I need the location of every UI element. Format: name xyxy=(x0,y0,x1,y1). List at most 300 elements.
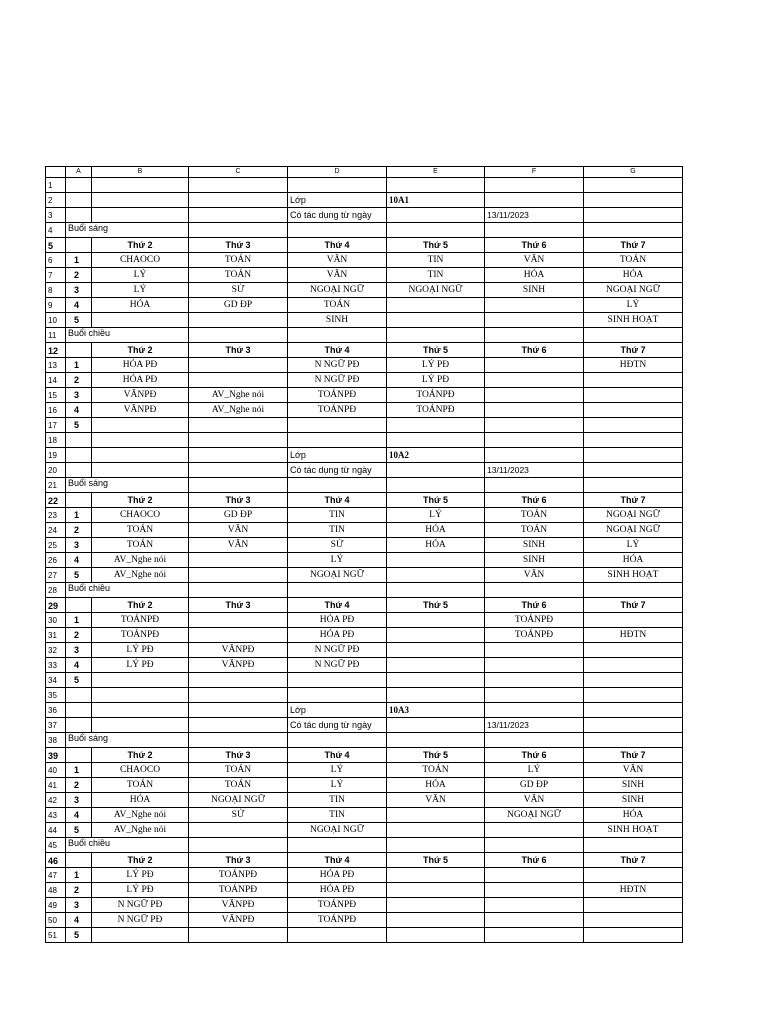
subject-cell[interactable]: NGOẠI NGỮ xyxy=(288,568,387,583)
subject-cell[interactable]: VĂNPĐ xyxy=(189,898,288,913)
subject-cell[interactable] xyxy=(584,898,683,913)
subject-cell[interactable]: TIN xyxy=(288,808,387,823)
subject-cell[interactable] xyxy=(485,883,584,898)
cell[interactable] xyxy=(387,223,485,238)
subject-cell[interactable]: LÝ PĐ xyxy=(387,373,485,388)
cell[interactable] xyxy=(66,718,92,733)
subject-cell[interactable] xyxy=(387,808,485,823)
subject-cell[interactable] xyxy=(387,928,485,943)
subject-cell[interactable]: TIN xyxy=(387,253,485,268)
cell[interactable] xyxy=(66,448,92,463)
period-number[interactable]: 2 xyxy=(66,778,92,793)
subject-cell[interactable]: SINH xyxy=(485,538,584,553)
subject-cell[interactable]: TIN xyxy=(387,268,485,283)
day-header[interactable]: Thứ 2 xyxy=(92,343,189,358)
subject-cell[interactable]: VĂN xyxy=(288,253,387,268)
subject-cell[interactable] xyxy=(584,868,683,883)
period-number[interactable]: 4 xyxy=(66,913,92,928)
period-number[interactable]: 1 xyxy=(66,253,92,268)
row-number[interactable]: 25 xyxy=(46,538,66,553)
row-number[interactable]: 10 xyxy=(46,313,66,328)
row-number[interactable]: 36 xyxy=(46,703,66,718)
cell[interactable] xyxy=(189,463,288,478)
subject-cell[interactable] xyxy=(485,823,584,838)
cell[interactable] xyxy=(66,598,92,613)
afternoon-session-label[interactable]: Buổi chiều xyxy=(66,583,189,598)
cell[interactable] xyxy=(584,193,683,208)
row-number[interactable]: 27 xyxy=(46,568,66,583)
subject-cell[interactable] xyxy=(584,418,683,433)
cell[interactable] xyxy=(584,703,683,718)
subject-cell[interactable]: LÝ xyxy=(288,778,387,793)
subject-cell[interactable] xyxy=(485,658,584,673)
subject-cell[interactable] xyxy=(485,643,584,658)
subject-cell[interactable]: HĐTN xyxy=(584,358,683,373)
cell[interactable] xyxy=(189,688,288,703)
row-number[interactable]: 3 xyxy=(46,208,66,223)
subject-cell[interactable] xyxy=(288,673,387,688)
row-number[interactable]: 33 xyxy=(46,658,66,673)
subject-cell[interactable]: LÝ xyxy=(288,763,387,778)
subject-cell[interactable] xyxy=(485,403,584,418)
class-label[interactable]: Lớp xyxy=(288,703,387,718)
subject-cell[interactable]: HÓA xyxy=(387,523,485,538)
subject-cell[interactable] xyxy=(92,418,189,433)
subject-cell[interactable] xyxy=(387,673,485,688)
subject-cell[interactable]: AV_Nghe nói xyxy=(92,553,189,568)
row-number[interactable]: 39 xyxy=(46,748,66,763)
subject-cell[interactable]: TOÁN xyxy=(189,268,288,283)
row-number[interactable]: 35 xyxy=(46,688,66,703)
cell[interactable] xyxy=(66,688,92,703)
day-header[interactable]: Thứ 4 xyxy=(288,238,387,253)
period-number[interactable]: 3 xyxy=(66,898,92,913)
subject-cell[interactable]: HÓA PĐ xyxy=(288,613,387,628)
subject-cell[interactable]: AV_Nghe nói xyxy=(189,403,288,418)
subject-cell[interactable]: TOÁNPĐ xyxy=(288,913,387,928)
subject-cell[interactable] xyxy=(189,628,288,643)
column-header-b[interactable]: B xyxy=(92,167,189,178)
subject-cell[interactable]: SỬ xyxy=(288,538,387,553)
cell[interactable] xyxy=(387,463,485,478)
subject-cell[interactable]: LÝ xyxy=(387,508,485,523)
cell[interactable] xyxy=(584,718,683,733)
subject-cell[interactable]: TOÁNPĐ xyxy=(189,883,288,898)
subject-cell[interactable]: LÝ PĐ xyxy=(92,883,189,898)
subject-cell[interactable]: N NGỮ PĐ xyxy=(92,913,189,928)
cell[interactable] xyxy=(92,703,189,718)
cell[interactable] xyxy=(485,178,584,193)
subject-cell[interactable]: VĂNPĐ xyxy=(189,913,288,928)
cell[interactable] xyxy=(189,583,288,598)
period-number[interactable]: 3 xyxy=(66,643,92,658)
cell[interactable] xyxy=(584,328,683,343)
column-header-d[interactable]: D xyxy=(288,167,387,178)
subject-cell[interactable]: VĂNPĐ xyxy=(92,388,189,403)
day-header[interactable]: Thứ 3 xyxy=(189,748,288,763)
cell[interactable] xyxy=(485,733,584,748)
cell[interactable] xyxy=(485,193,584,208)
subject-cell[interactable]: VĂN xyxy=(189,538,288,553)
row-number[interactable]: 11 xyxy=(46,328,66,343)
morning-session-label[interactable]: Buổi sáng xyxy=(66,733,189,748)
cell[interactable] xyxy=(584,838,683,853)
day-header[interactable]: Thứ 4 xyxy=(288,748,387,763)
day-header[interactable]: Thứ 7 xyxy=(584,853,683,868)
cell[interactable] xyxy=(485,703,584,718)
subject-cell[interactable]: TOÁNPĐ xyxy=(92,628,189,643)
subject-cell[interactable] xyxy=(584,613,683,628)
period-number[interactable]: 1 xyxy=(66,358,92,373)
subject-cell[interactable]: HÓA xyxy=(387,538,485,553)
subject-cell[interactable] xyxy=(92,313,189,328)
subject-cell[interactable]: TOÁN xyxy=(584,253,683,268)
cell[interactable] xyxy=(66,343,92,358)
subject-cell[interactable] xyxy=(584,928,683,943)
subject-cell[interactable] xyxy=(584,673,683,688)
subject-cell[interactable]: TIN xyxy=(288,793,387,808)
subject-cell[interactable]: HÓA PĐ xyxy=(92,373,189,388)
period-number[interactable]: 1 xyxy=(66,613,92,628)
day-header[interactable]: Thứ 3 xyxy=(189,598,288,613)
subject-cell[interactable] xyxy=(485,373,584,388)
row-number[interactable]: 19 xyxy=(46,448,66,463)
subject-cell[interactable] xyxy=(485,298,584,313)
day-header[interactable]: Thứ 5 xyxy=(387,598,485,613)
subject-cell[interactable]: VĂNPĐ xyxy=(92,403,189,418)
row-number[interactable]: 1 xyxy=(46,178,66,193)
cell[interactable] xyxy=(66,748,92,763)
subject-cell[interactable]: AV_Nghe nói xyxy=(92,808,189,823)
subject-cell[interactable]: SINH xyxy=(288,313,387,328)
morning-session-label[interactable]: Buổi sáng xyxy=(66,478,189,493)
subject-cell[interactable] xyxy=(485,388,584,403)
row-number[interactable]: 17 xyxy=(46,418,66,433)
cell[interactable] xyxy=(387,838,485,853)
cell[interactable] xyxy=(288,733,387,748)
period-number[interactable]: 5 xyxy=(66,418,92,433)
day-header[interactable]: Thứ 7 xyxy=(584,748,683,763)
subject-cell[interactable] xyxy=(189,928,288,943)
period-number[interactable]: 3 xyxy=(66,388,92,403)
subject-cell[interactable]: HÓA xyxy=(92,793,189,808)
morning-session-label[interactable]: Buổi sáng xyxy=(66,223,189,238)
subject-cell[interactable]: SINH xyxy=(584,778,683,793)
cell[interactable] xyxy=(288,688,387,703)
subject-cell[interactable]: HÓA xyxy=(584,808,683,823)
row-number[interactable]: 24 xyxy=(46,523,66,538)
subject-cell[interactable]: HÓA xyxy=(584,268,683,283)
row-number[interactable]: 9 xyxy=(46,298,66,313)
subject-cell[interactable]: NGOẠI NGỮ xyxy=(387,283,485,298)
row-number[interactable]: 47 xyxy=(46,868,66,883)
subject-cell[interactable] xyxy=(387,898,485,913)
period-number[interactable]: 4 xyxy=(66,403,92,418)
subject-cell[interactable] xyxy=(92,928,189,943)
effective-date-label[interactable]: Có tác dụng từ ngày xyxy=(288,463,387,478)
subject-cell[interactable] xyxy=(584,643,683,658)
cell[interactable] xyxy=(66,493,92,508)
row-number[interactable]: 29 xyxy=(46,598,66,613)
day-header[interactable]: Thứ 2 xyxy=(92,238,189,253)
cell[interactable] xyxy=(66,433,92,448)
subject-cell[interactable]: GD ĐP xyxy=(189,508,288,523)
effective-date-label[interactable]: Có tác dụng từ ngày xyxy=(288,718,387,733)
cell[interactable] xyxy=(584,583,683,598)
class-name[interactable]: 10A1 xyxy=(387,193,485,208)
day-header[interactable]: Thứ 4 xyxy=(288,853,387,868)
period-number[interactable]: 2 xyxy=(66,268,92,283)
period-number[interactable]: 3 xyxy=(66,283,92,298)
subject-cell[interactable]: NGOẠI NGỮ xyxy=(584,283,683,298)
subject-cell[interactable]: LÝ xyxy=(92,268,189,283)
cell[interactable] xyxy=(66,703,92,718)
row-number[interactable]: 5 xyxy=(46,238,66,253)
subject-cell[interactable]: TOÁNPĐ xyxy=(387,403,485,418)
subject-cell[interactable] xyxy=(485,928,584,943)
subject-cell[interactable]: LÝ PĐ xyxy=(387,358,485,373)
period-number[interactable]: 4 xyxy=(66,298,92,313)
subject-cell[interactable]: TIN xyxy=(288,523,387,538)
cell[interactable] xyxy=(485,838,584,853)
subject-cell[interactable]: NGOẠI NGỮ xyxy=(288,823,387,838)
period-number[interactable]: 5 xyxy=(66,673,92,688)
subject-cell[interactable] xyxy=(189,313,288,328)
cell[interactable] xyxy=(189,703,288,718)
cell[interactable] xyxy=(288,583,387,598)
period-number[interactable]: 1 xyxy=(66,868,92,883)
subject-cell[interactable]: HÓA xyxy=(387,778,485,793)
cell[interactable] xyxy=(189,193,288,208)
row-number[interactable]: 14 xyxy=(46,373,66,388)
subject-cell[interactable]: GD ĐP xyxy=(485,778,584,793)
cell[interactable] xyxy=(66,463,92,478)
day-header[interactable]: Thứ 6 xyxy=(485,238,584,253)
subject-cell[interactable]: TOÁNPĐ xyxy=(288,898,387,913)
subject-cell[interactable] xyxy=(189,373,288,388)
subject-cell[interactable]: NGOẠI NGỮ xyxy=(189,793,288,808)
subject-cell[interactable]: TOÁN xyxy=(485,523,584,538)
subject-cell[interactable]: HÓA xyxy=(92,298,189,313)
cell[interactable] xyxy=(92,433,189,448)
day-header[interactable]: Thứ 3 xyxy=(189,343,288,358)
row-number[interactable]: 45 xyxy=(46,838,66,853)
cell[interactable] xyxy=(92,463,189,478)
subject-cell[interactable] xyxy=(387,568,485,583)
row-number[interactable]: 34 xyxy=(46,673,66,688)
period-number[interactable]: 5 xyxy=(66,313,92,328)
cell[interactable] xyxy=(92,178,189,193)
row-number[interactable]: 37 xyxy=(46,718,66,733)
row-number[interactable]: 18 xyxy=(46,433,66,448)
day-header[interactable]: Thứ 4 xyxy=(288,343,387,358)
subject-cell[interactable]: N NGỮ PĐ xyxy=(288,373,387,388)
cell[interactable] xyxy=(189,733,288,748)
afternoon-session-label[interactable]: Buổi chiều xyxy=(66,838,189,853)
cell[interactable] xyxy=(485,688,584,703)
cell[interactable] xyxy=(189,433,288,448)
subject-cell[interactable]: TOÁNPĐ xyxy=(288,388,387,403)
cell[interactable] xyxy=(288,433,387,448)
cell[interactable] xyxy=(584,733,683,748)
subject-cell[interactable]: TOÁN xyxy=(92,523,189,538)
cell[interactable] xyxy=(485,583,584,598)
day-header[interactable]: Thứ 4 xyxy=(288,598,387,613)
column-header-c[interactable]: C xyxy=(189,167,288,178)
subject-cell[interactable]: TOÁNPĐ xyxy=(387,388,485,403)
subject-cell[interactable]: SINH HOẠT xyxy=(584,823,683,838)
subject-cell[interactable] xyxy=(485,913,584,928)
cell[interactable] xyxy=(189,718,288,733)
row-number[interactable]: 49 xyxy=(46,898,66,913)
subject-cell[interactable]: HĐTN xyxy=(584,628,683,643)
cell[interactable] xyxy=(584,208,683,223)
subject-cell[interactable]: TOÁN xyxy=(387,763,485,778)
subject-cell[interactable] xyxy=(485,673,584,688)
cell[interactable] xyxy=(387,718,485,733)
subject-cell[interactable]: AV_Nghe nói xyxy=(92,823,189,838)
row-number[interactable]: 41 xyxy=(46,778,66,793)
row-number[interactable]: 28 xyxy=(46,583,66,598)
period-number[interactable]: 5 xyxy=(66,823,92,838)
day-header[interactable]: Thứ 2 xyxy=(92,598,189,613)
cell[interactable] xyxy=(387,583,485,598)
subject-cell[interactable]: VĂNPĐ xyxy=(189,658,288,673)
period-number[interactable]: 4 xyxy=(66,808,92,823)
subject-cell[interactable] xyxy=(387,913,485,928)
day-header[interactable]: Thứ 2 xyxy=(92,493,189,508)
period-number[interactable]: 2 xyxy=(66,373,92,388)
subject-cell[interactable] xyxy=(485,313,584,328)
subject-cell[interactable]: AV_Nghe nói xyxy=(189,388,288,403)
row-number[interactable]: 8 xyxy=(46,283,66,298)
corner-cell[interactable] xyxy=(46,167,66,178)
cell[interactable] xyxy=(387,328,485,343)
subject-cell[interactable] xyxy=(485,358,584,373)
subject-cell[interactable]: LÝ PĐ xyxy=(92,643,189,658)
subject-cell[interactable] xyxy=(584,373,683,388)
effective-date-value[interactable]: 13/11/2023 xyxy=(485,463,584,478)
day-header[interactable]: Thứ 3 xyxy=(189,238,288,253)
subject-cell[interactable] xyxy=(189,553,288,568)
class-name[interactable]: 10A3 xyxy=(387,703,485,718)
day-header[interactable]: Thứ 4 xyxy=(288,493,387,508)
row-number[interactable]: 16 xyxy=(46,403,66,418)
subject-cell[interactable] xyxy=(485,868,584,883)
cell[interactable] xyxy=(66,238,92,253)
cell[interactable] xyxy=(66,193,92,208)
subject-cell[interactable]: SINH xyxy=(485,283,584,298)
day-header[interactable]: Thứ 6 xyxy=(485,343,584,358)
cell[interactable] xyxy=(584,448,683,463)
cell[interactable] xyxy=(189,448,288,463)
subject-cell[interactable]: VĂN xyxy=(584,763,683,778)
subject-cell[interactable]: CHAOCO xyxy=(92,508,189,523)
subject-cell[interactable] xyxy=(387,313,485,328)
day-header[interactable]: Thứ 5 xyxy=(387,238,485,253)
subject-cell[interactable] xyxy=(387,658,485,673)
subject-cell[interactable]: CHAOCO xyxy=(92,763,189,778)
subject-cell[interactable]: VĂN xyxy=(485,568,584,583)
subject-cell[interactable]: N NGỮ PĐ xyxy=(288,658,387,673)
subject-cell[interactable]: VĂN xyxy=(288,268,387,283)
subject-cell[interactable] xyxy=(288,418,387,433)
row-number[interactable]: 7 xyxy=(46,268,66,283)
subject-cell[interactable]: LÝ xyxy=(92,283,189,298)
cell[interactable] xyxy=(189,223,288,238)
cell[interactable] xyxy=(485,328,584,343)
day-header[interactable]: Thứ 2 xyxy=(92,853,189,868)
day-header[interactable]: Thứ 5 xyxy=(387,853,485,868)
subject-cell[interactable] xyxy=(485,418,584,433)
row-number[interactable]: 30 xyxy=(46,613,66,628)
row-number[interactable]: 22 xyxy=(46,493,66,508)
row-number[interactable]: 2 xyxy=(46,193,66,208)
cell[interactable] xyxy=(387,178,485,193)
day-header[interactable]: Thứ 2 xyxy=(92,748,189,763)
cell[interactable] xyxy=(189,208,288,223)
subject-cell[interactable] xyxy=(189,823,288,838)
row-number[interactable]: 40 xyxy=(46,763,66,778)
day-header[interactable]: Thứ 6 xyxy=(485,598,584,613)
subject-cell[interactable]: AV_Nghe nói xyxy=(92,568,189,583)
cell[interactable] xyxy=(584,463,683,478)
cell[interactable] xyxy=(189,178,288,193)
cell[interactable] xyxy=(584,688,683,703)
cell[interactable] xyxy=(584,433,683,448)
day-header[interactable]: Thứ 7 xyxy=(584,343,683,358)
subject-cell[interactable]: VĂNPĐ xyxy=(189,643,288,658)
subject-cell[interactable]: SỬ xyxy=(189,808,288,823)
row-number[interactable]: 44 xyxy=(46,823,66,838)
afternoon-session-label[interactable]: Buổi chiều xyxy=(66,328,189,343)
subject-cell[interactable]: HÓA PĐ xyxy=(92,358,189,373)
effective-date-value[interactable]: 13/11/2023 xyxy=(485,718,584,733)
cell[interactable] xyxy=(92,208,189,223)
subject-cell[interactable]: N NGỮ PĐ xyxy=(92,898,189,913)
subject-cell[interactable]: TOÁNPĐ xyxy=(485,613,584,628)
row-number[interactable]: 38 xyxy=(46,733,66,748)
subject-cell[interactable]: LÝ xyxy=(584,538,683,553)
subject-cell[interactable]: NGOẠI NGỮ xyxy=(584,523,683,538)
cell[interactable] xyxy=(288,478,387,493)
subject-cell[interactable]: LÝ PĐ xyxy=(92,658,189,673)
row-number[interactable]: 12 xyxy=(46,343,66,358)
subject-cell[interactable]: N NGỮ PĐ xyxy=(288,643,387,658)
cell[interactable] xyxy=(66,178,92,193)
subject-cell[interactable] xyxy=(387,613,485,628)
row-number[interactable]: 20 xyxy=(46,463,66,478)
column-header-e[interactable]: E xyxy=(387,167,485,178)
subject-cell[interactable] xyxy=(485,898,584,913)
subject-cell[interactable]: HÓA PĐ xyxy=(288,628,387,643)
subject-cell[interactable]: SINH xyxy=(485,553,584,568)
class-label[interactable]: Lớp xyxy=(288,448,387,463)
subject-cell[interactable]: HÓA xyxy=(485,268,584,283)
row-number[interactable]: 31 xyxy=(46,628,66,643)
cell[interactable] xyxy=(584,178,683,193)
subject-cell[interactable] xyxy=(387,298,485,313)
subject-cell[interactable]: LÝ xyxy=(584,298,683,313)
day-header[interactable]: Thứ 5 xyxy=(387,343,485,358)
subject-cell[interactable] xyxy=(584,388,683,403)
period-number[interactable]: 3 xyxy=(66,793,92,808)
subject-cell[interactable]: TOÁNPĐ xyxy=(189,868,288,883)
cell[interactable] xyxy=(387,688,485,703)
subject-cell[interactable] xyxy=(189,418,288,433)
subject-cell[interactable] xyxy=(387,883,485,898)
row-number[interactable]: 26 xyxy=(46,553,66,568)
